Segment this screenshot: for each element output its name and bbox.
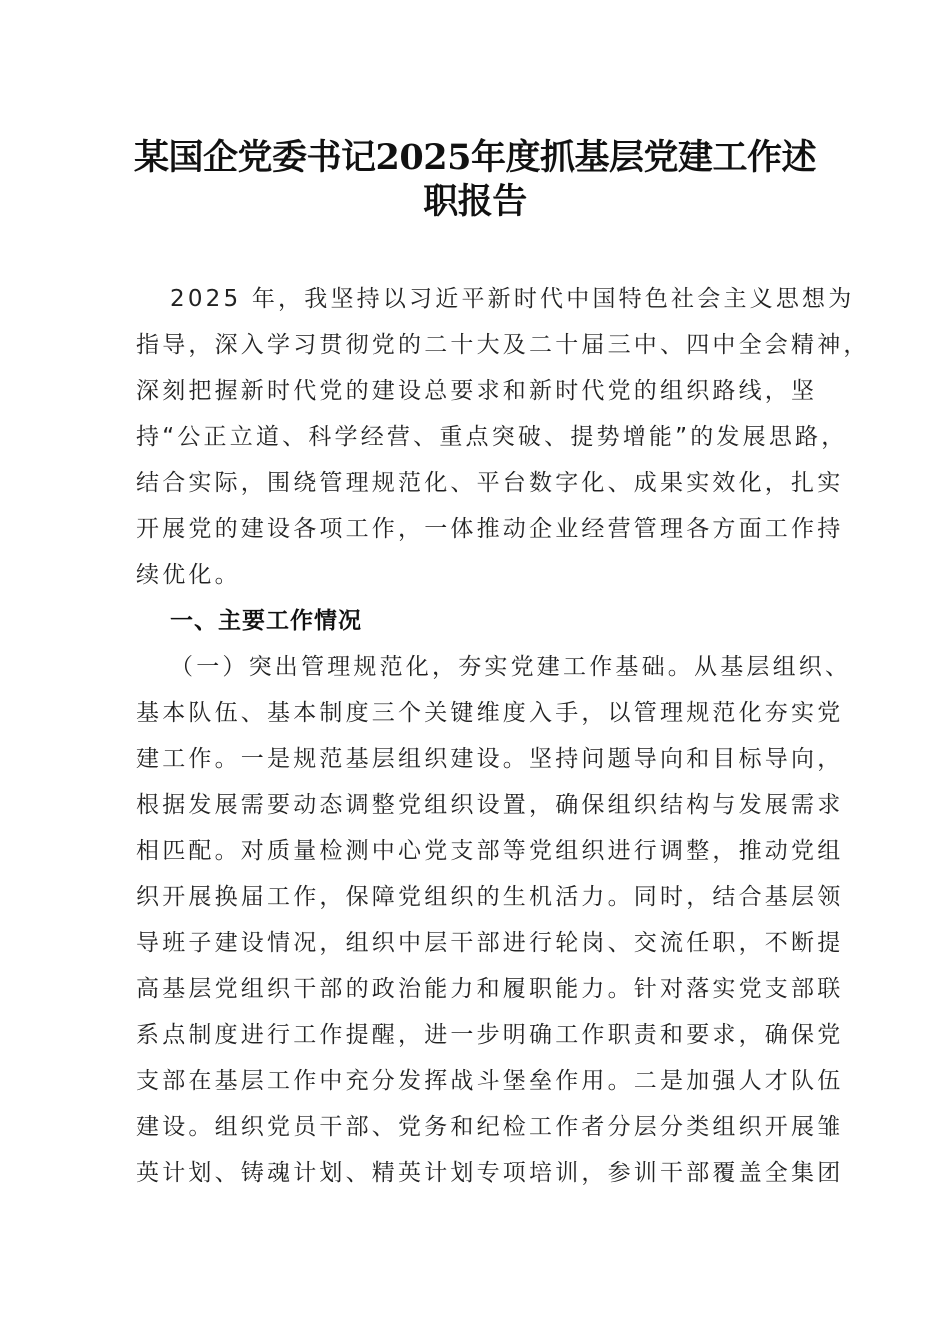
title-line-2: 职报告 [423, 181, 527, 222]
intro-line: 结合实际，围绕管理规范化、平台数字化、成果实效化，扎实 [136, 470, 844, 496]
section-heading: 一、主要工作情况 [170, 608, 362, 634]
intro-line: 开展党的建设各项工作，一体推动企业经营管理各方面工作持 [136, 516, 844, 542]
body-line: 高基层党组织干部的政治能力和履职能力。针对落实党支部联 [136, 976, 844, 1002]
body-line: 导班子建设情况，组织中层干部进行轮岗、交流任职，不断提 [136, 930, 844, 956]
title-line-1: 某国企党委书记2025年度抓基层党建工作述 [134, 137, 816, 178]
body-line: 相匹配。对质量检测中心党支部等党组织进行调整，推动党组 [136, 838, 844, 864]
body-line: 建工作。一是规范基层组织建设。坚持问题导向和目标导向， [136, 746, 844, 772]
intro-line: 2025 年，我坚持以习近平新时代中国特色社会主义思想为 [170, 286, 855, 312]
body-line: （一）突出管理规范化，夯实党建工作基础。从基层组织、 [170, 654, 852, 680]
document-title [120, 136, 830, 224]
intro-line: 持“公正立道、科学经营、重点突破、提势增能”的发展思路， [136, 424, 848, 450]
body-line: 根据发展需要动态调整党组织设置，确保组织结构与发展需求 [136, 792, 844, 818]
body-line: 系点制度进行工作提醒，进一步明确工作职责和要求，确保党 [136, 1022, 844, 1048]
intro-line: 指导，深入学习贯彻党的二十大及二十届三中、四中全会精神， [136, 332, 870, 358]
body-line: 基本队伍、基本制度三个关键维度入手，以管理规范化夯实党 [136, 700, 844, 726]
body-line: 支部在基层工作中充分发挥战斗堡垒作用。二是加强人才队伍 [136, 1068, 844, 1094]
body-line: 织开展换届工作，保障党组织的生机活力。同时，结合基层领 [136, 884, 844, 910]
body-line: 建设。组织党员干部、党务和纪检工作者分层分类组织开展雏 [136, 1114, 844, 1140]
intro-line: 续优化。 [136, 562, 241, 588]
body-line: 英计划、铸魂计划、精英计划专项培训，参训干部覆盖全集团 [136, 1160, 844, 1186]
intro-line: 深刻把握新时代党的建设总要求和新时代党的组织路线，坚 [136, 378, 818, 404]
document-body [136, 276, 870, 1196]
